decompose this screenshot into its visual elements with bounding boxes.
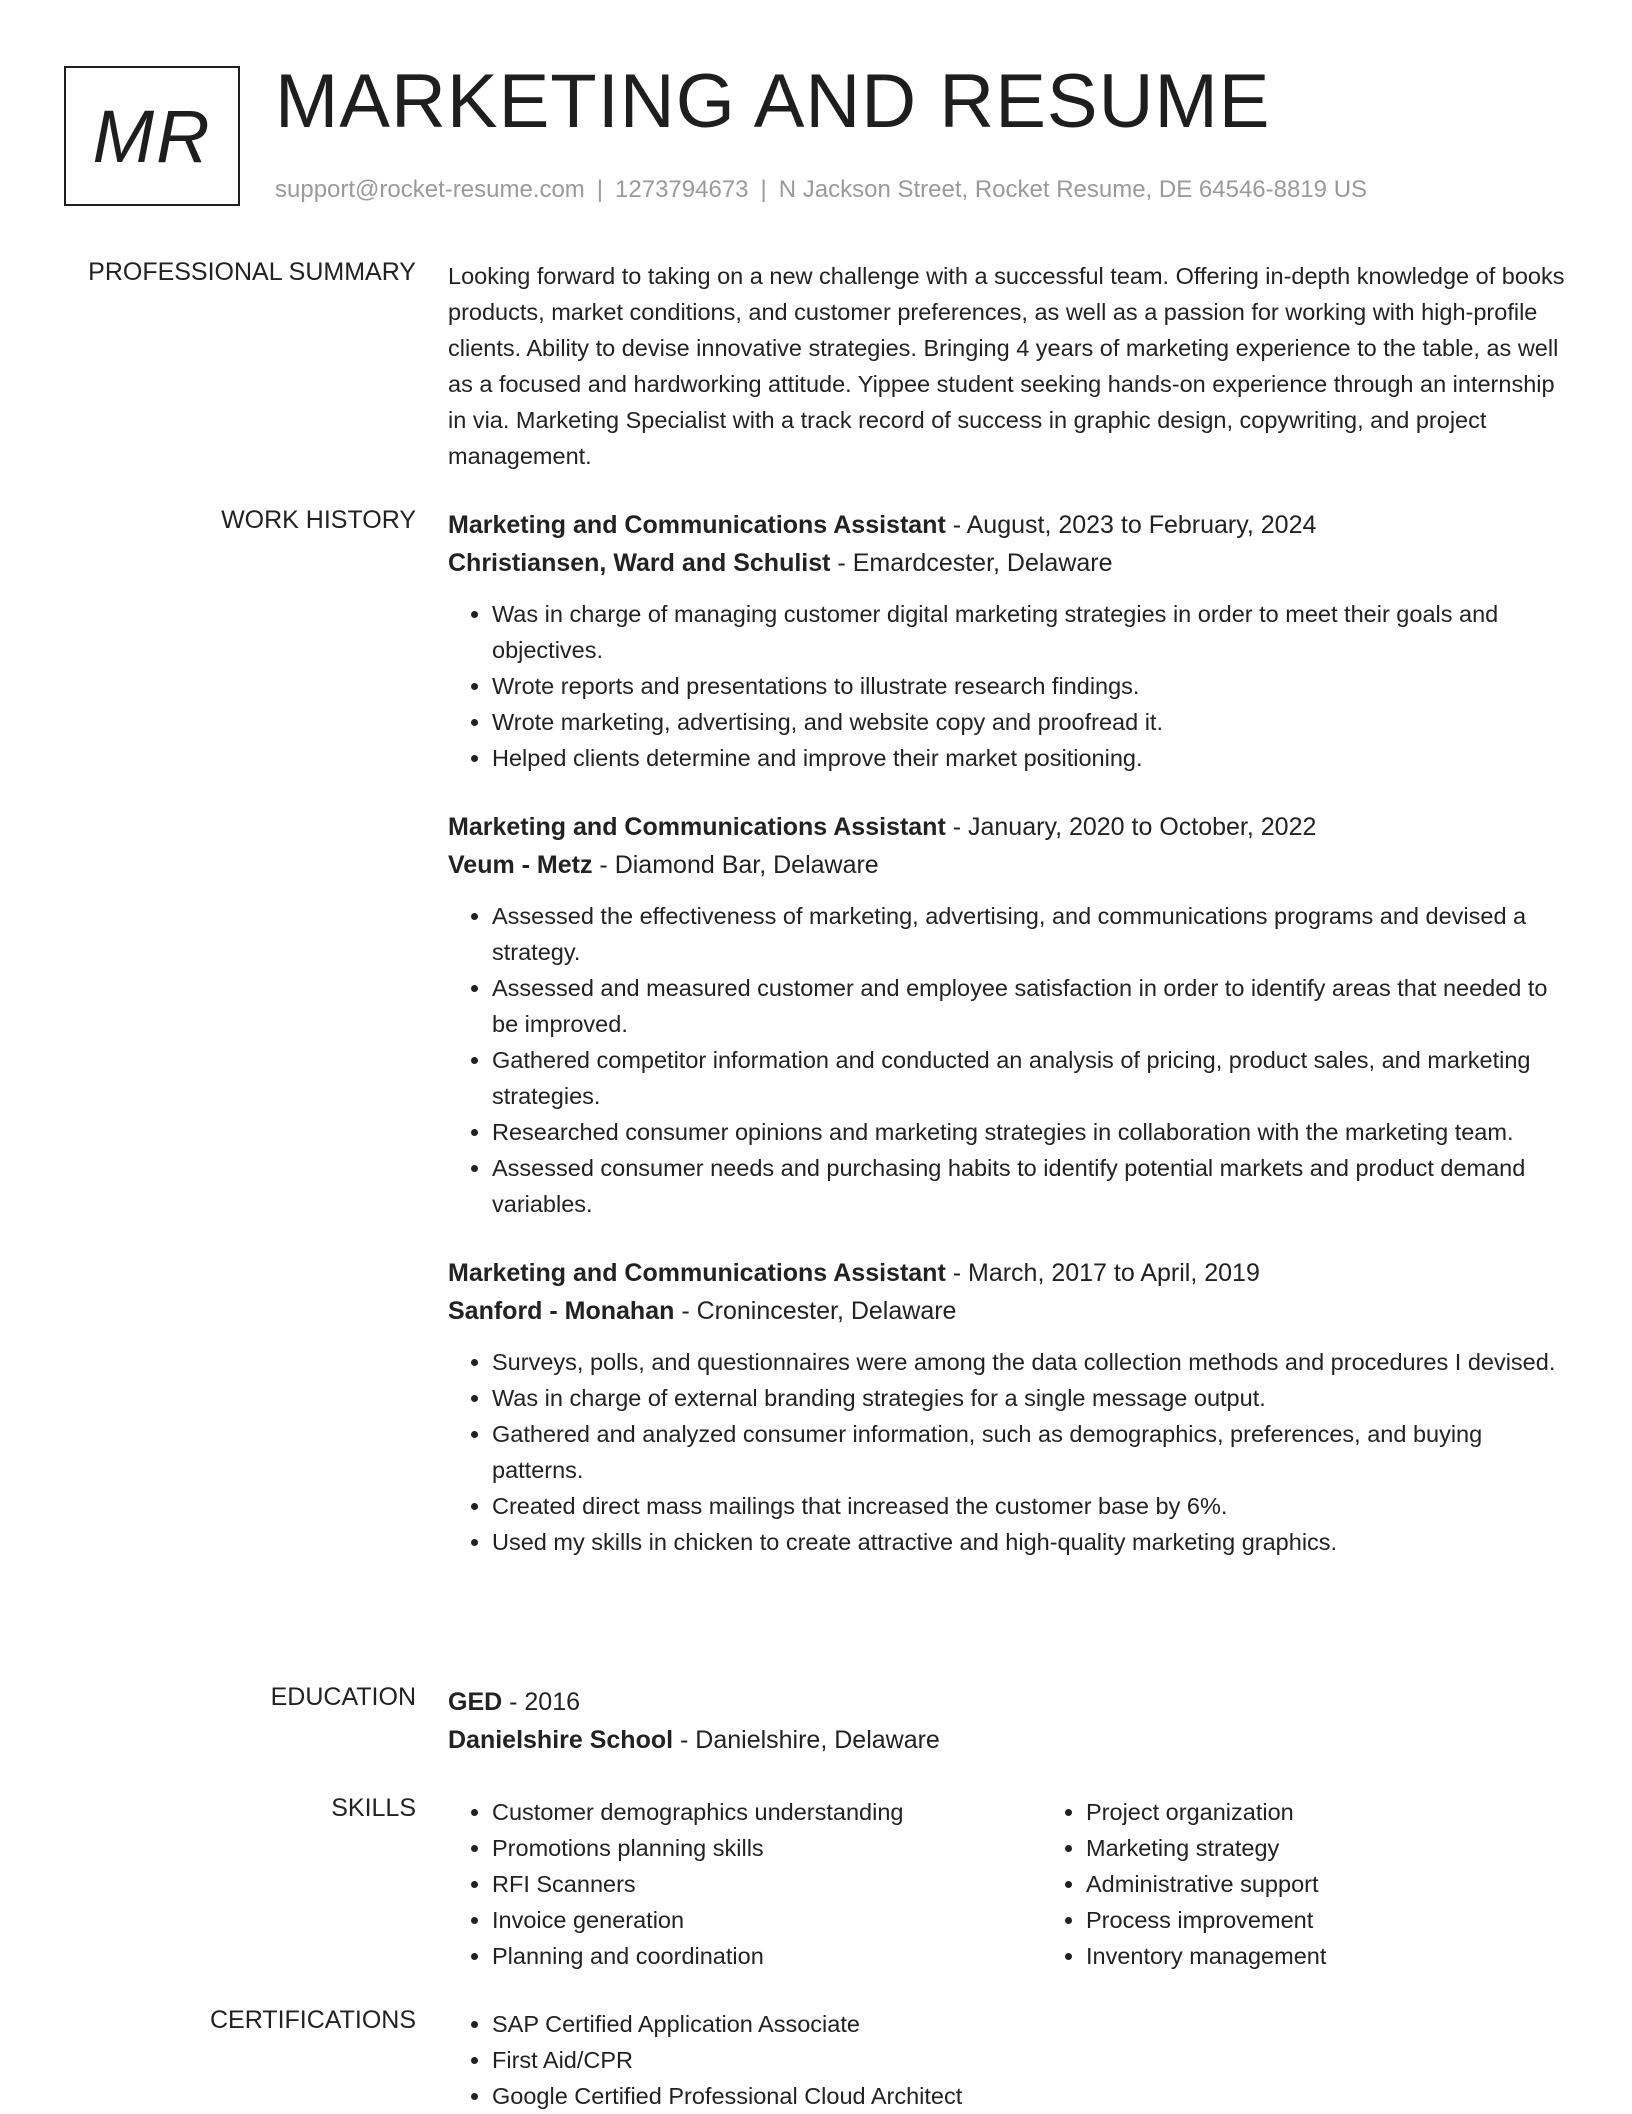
skill-item: • RFI Scanners	[492, 1866, 1042, 1902]
skill-item: • Customer demographics understanding	[492, 1794, 1042, 1830]
skill-item: • Marketing strategy	[1086, 1830, 1326, 1866]
job-entry	[448, 506, 1568, 776]
education-degree: GED	[448, 1688, 503, 1716]
job-title: Marketing and Communications Assistant	[448, 813, 946, 841]
education-year: - 2016	[502, 1688, 581, 1716]
skills-body	[448, 1794, 1568, 1974]
contact-address: N Jackson Street, Rocket Resume, DE 64546-8819 US	[778, 176, 1368, 203]
skills-list-column-1	[448, 1794, 1042, 1974]
job-entry	[448, 808, 1568, 1222]
skill-item: • Inventory management	[1086, 1938, 1326, 1974]
company-name: Christiansen, Ward and Schulist	[448, 549, 831, 577]
contact-separator: |	[596, 176, 604, 203]
company-name: Veum - Metz	[448, 851, 593, 879]
skill-item: • Promotions planning skills	[492, 1830, 1042, 1866]
job-bullet: • Assessed and measured customer and employee satisfaction in order to identify areas that needed to be improved.	[492, 970, 1568, 1042]
skill-item: • Planning and coordination	[492, 1938, 1042, 1974]
job-dates: - January, 2020 to October, 2022	[945, 813, 1317, 841]
education-body	[448, 1683, 1568, 1759]
job-title-line	[448, 506, 1568, 544]
certification-item: • SAP Certified Application Associate	[492, 2006, 1568, 2042]
job-bullet: • Wrote marketing, advertising, and website copy and proofread it.	[492, 704, 1568, 740]
education-school-line	[448, 1721, 1568, 1759]
education-school: Danielshire School	[448, 1726, 674, 1754]
company-line	[448, 544, 1568, 582]
skill-item: • Administrative support	[1086, 1866, 1326, 1902]
job-title: Marketing and Communications Assistant	[448, 511, 946, 539]
certification-item: • First Aid/CPR	[492, 2042, 1568, 2078]
education-location: - Danielshire, Delaware	[673, 1726, 940, 1754]
company-location: - Emardcester, Delaware	[830, 549, 1113, 577]
job-bullet: • Wrote reports and presentations to illustrate research findings.	[492, 668, 1568, 704]
job-title-line	[448, 1254, 1568, 1292]
skill-item: • Project organization	[1086, 1794, 1326, 1830]
section-label-work-history: WORK HISTORY	[221, 506, 416, 534]
work-history-body	[448, 506, 1568, 1592]
certification-item: • Google Certified Professional Cloud Architect	[492, 2078, 1568, 2114]
skill-item: • Invoice generation	[492, 1902, 1042, 1938]
certifications-list	[448, 2006, 1568, 2114]
section-label-certifications: CERTIFICATIONS	[209, 2006, 416, 2034]
certifications-body	[448, 2006, 1568, 2114]
company-line	[448, 1292, 1568, 1330]
job-bullet: • Helped clients determine and improve their market positioning.	[492, 740, 1568, 776]
contact-separator: |	[760, 176, 767, 203]
job-dates: - August, 2023 to February, 2024	[945, 511, 1317, 539]
job-bullet: • Assessed the effectiveness of marketing, advertising, and communications programs and devised a strategy.	[492, 898, 1568, 970]
job-dates: - March, 2017 to April, 2019	[945, 1259, 1260, 1287]
job-title: Marketing and Communications Assistant	[448, 1259, 946, 1287]
job-bullet: • Used my skills in chicken to create attractive and high-quality marketing graphics.	[492, 1524, 1568, 1560]
job-bullet: • Researched consumer opinions and marketing strategies in collaboration with the marketing team.	[492, 1114, 1568, 1150]
job-bullets	[448, 898, 1568, 1222]
summary-text: Looking forward to taking on a new challenge with a successful team. Offering in-depth knowledge of books products, market conditions, and customer preferences, as well as a passion for working with high-profile clients. Ability to devise innovative strategies. Bringing 4 years of marketing experience to the table, as well as a focused and hardworking attitude. Yippee student seeking hands-on experience through an internship in via. Marketing Specialist with a track record of success in graphic design, copywriting, and project management.	[448, 263, 1565, 469]
job-bullet: • Surveys, polls, and questionnaires were among the data collection methods and procedures I devised.	[492, 1344, 1568, 1380]
company-line	[448, 846, 1568, 884]
job-bullet: • Assessed consumer needs and purchasing habits to identify potential markets and product demand variables.	[492, 1150, 1568, 1222]
skills-columns	[448, 1794, 1568, 1974]
job-bullet: • Was in charge of managing customer digital marketing strategies in order to meet their goals and objectives.	[492, 596, 1568, 668]
company-location: - Cronincester, Delaware	[674, 1297, 957, 1325]
job-bullet: • Gathered competitor information and conducted an analysis of pricing, product sales, and marketing strategies.	[492, 1042, 1568, 1114]
skill-item: • Process improvement	[1086, 1902, 1326, 1938]
resume-name-title: MARKETING AND RESUME	[275, 59, 1271, 144]
section-label-education: EDUCATION	[270, 1683, 416, 1711]
job-title-line	[448, 808, 1568, 846]
contact-line	[275, 176, 1367, 204]
skills-list-column-2	[1042, 1794, 1326, 1974]
contact-phone: 1273794673	[615, 176, 749, 203]
company-name: Sanford - Monahan	[448, 1297, 675, 1325]
job-bullets	[448, 1344, 1568, 1560]
section-label-summary: PROFESSIONAL SUMMARY	[88, 258, 416, 286]
job-bullet: • Gathered and analyzed consumer information, such as demographics, preferences, and buying patterns.	[492, 1416, 1568, 1488]
company-location: - Diamond Bar, Delaware	[592, 851, 879, 879]
monogram-logo: MR	[64, 66, 240, 206]
job-entry	[448, 1254, 1568, 1560]
job-bullet: • Created direct mass mailings that increased the customer base by 6%.	[492, 1488, 1568, 1524]
contact-email: support@rocket-resume.com	[275, 176, 585, 203]
section-label-skills: SKILLS	[331, 1794, 416, 1822]
summary-body	[448, 258, 1568, 474]
education-degree-line	[448, 1683, 1568, 1721]
job-bullet: • Was in charge of external branding strategies for a single message output.	[492, 1380, 1568, 1416]
job-bullets	[448, 596, 1568, 776]
